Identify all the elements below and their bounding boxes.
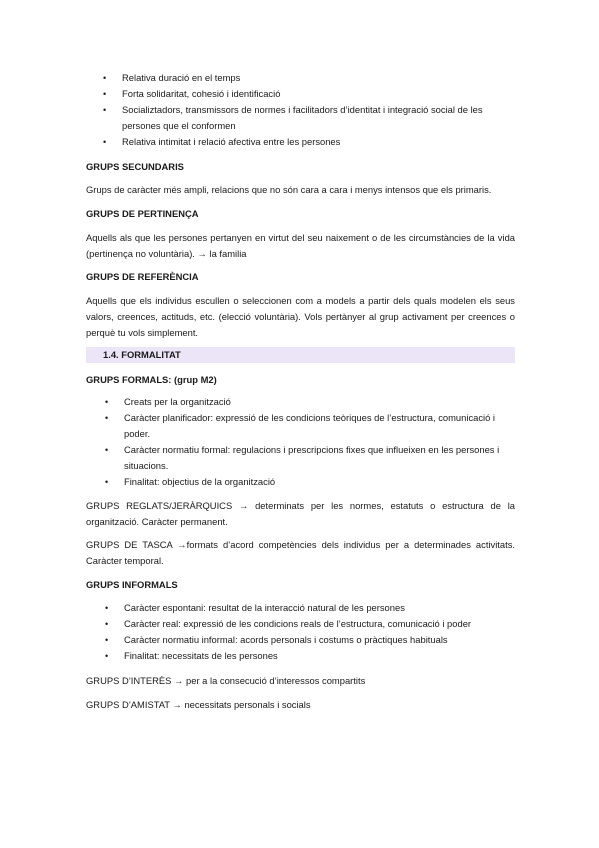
paragraph-grups-secundaris: Grups de caràcter més ampli, relacions que no són cara a cara i menys intensos que els primaris. xyxy=(86,184,492,195)
heading-grups-informals: GRUPS INFORMALS xyxy=(86,579,178,590)
list-item xyxy=(0,648,599,664)
list-item-text: Creats per la organització xyxy=(124,396,231,407)
paragraph-grups-reglats: GRUPS REGLATS/JERÀRQUICS → determinats per les normes, estatuts o estructura de la organització. Caràcter permanent. xyxy=(86,500,515,527)
bullet-icon: • xyxy=(103,137,107,147)
paragraph-grups-tasca: GRUPS DE TASCA →formats d’acord competències dels individus per a determinades activitats. Caràcter temporal. xyxy=(86,539,515,566)
list-item xyxy=(0,474,599,490)
list-item xyxy=(0,102,599,134)
paragraph-grups-interes: GRUPS D’INTERÈS → per a la consecució d’interessos compartits xyxy=(86,675,366,686)
bullet-list-informal-groups xyxy=(0,600,599,664)
list-item-text: Relativa intimitat i relació afectiva entre les persones xyxy=(122,136,341,147)
bullet-icon: • xyxy=(103,89,107,99)
bullet-icon: • xyxy=(105,445,109,455)
bullet-icon: • xyxy=(103,73,107,83)
list-item xyxy=(0,394,599,410)
bullet-list-formal-groups xyxy=(0,394,599,490)
paragraph-grups-pertinenca: Aquells als que les persones pertanyen en virtut del seu naixement o de les circumstàncies de la vida (pertinença no voluntària). → la familia xyxy=(86,232,515,259)
list-item-text: Socializtadors, transmissors de normes i facilitadors d’identitat i integració social de les persones que el conformen xyxy=(122,104,483,131)
list-item-text: Caràcter normatiu formal: regulacions i prescripcions fixes que influeixen en les persones i situacions. xyxy=(124,444,500,471)
list-item xyxy=(0,86,599,102)
list-item-text: Finalitat: necessitats de les persones xyxy=(124,650,278,661)
bullet-icon: • xyxy=(105,413,109,423)
list-item xyxy=(0,600,599,616)
heading-grups-secundaris: GRUPS SECUNDARIS xyxy=(86,161,184,172)
list-item xyxy=(0,442,599,474)
list-item xyxy=(0,632,599,648)
list-item-text: Finalitat: objectius de la organització xyxy=(124,476,276,487)
heading-grups-formals: GRUPS FORMALS: (grup M2) xyxy=(86,374,217,385)
bullet-icon: • xyxy=(105,603,109,613)
list-item-text: Caràcter real: expressió de les condicions reals de l’estructura, comunicació i poder xyxy=(124,618,472,629)
list-item xyxy=(0,134,599,150)
list-item-text: Caràcter espontani: resultat de la interacció natural de les persones xyxy=(124,602,405,613)
bullet-icon: • xyxy=(103,105,107,115)
paragraph-grups-referencia: Aquells que els individus escullen o seleccionen com a models a partir dels quals modelen els seus valors, creences, actituds, etc. (elecció voluntària). Vols pertànyer al grup activament per creences o perquè tu vols simplement. xyxy=(86,295,515,338)
list-item xyxy=(0,410,599,442)
bullet-list-primary-groups xyxy=(0,70,599,150)
paragraph-grups-amistat: GRUPS D’AMISTAT → necessitats personals i socials xyxy=(86,699,311,710)
bullet-icon: • xyxy=(105,651,109,661)
list-item-text: Caràcter normatiu informal: acords personals i costums o pràctiques habituals xyxy=(124,634,448,645)
list-item-text: Forta solidaritat, cohesió i identificació xyxy=(122,88,281,99)
list-item-text: Caràcter planificador: expressió de les condicions teòriques de l’estructura, comunicació i poder. xyxy=(124,412,496,439)
heading-grups-referencia: GRUPS DE REFERÈNCIA xyxy=(86,271,199,282)
list-item xyxy=(0,70,599,86)
bullet-icon: • xyxy=(105,619,109,629)
bullet-icon: • xyxy=(105,397,109,407)
bullet-icon: • xyxy=(105,635,109,645)
list-item-text: Relativa duració en el temps xyxy=(122,72,241,83)
section-heading-band xyxy=(86,347,515,363)
section-heading-formalitat: 1.4. FORMALITAT xyxy=(103,349,181,360)
bullet-icon: • xyxy=(105,477,109,487)
heading-grups-pertinenca: GRUPS DE PERTINENÇA xyxy=(86,208,199,219)
list-item xyxy=(0,616,599,632)
